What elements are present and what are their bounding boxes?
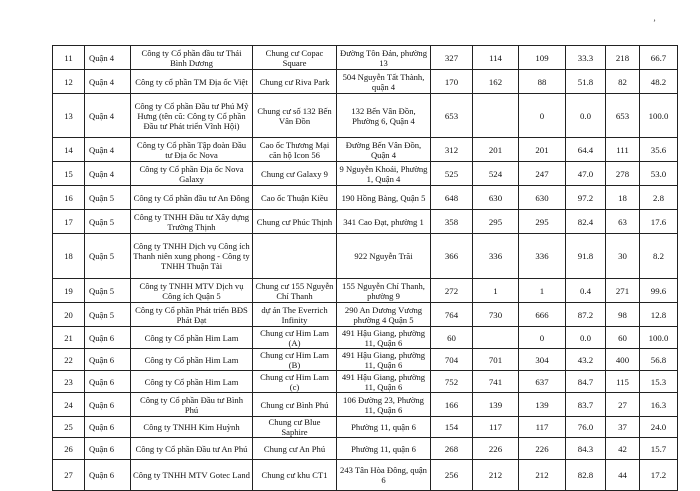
percent-col4-cell: 97.2 bbox=[566, 186, 606, 210]
district-cell: Quận 5 bbox=[85, 210, 131, 234]
project-cell bbox=[253, 234, 337, 279]
row-number: 19 bbox=[53, 279, 85, 303]
percent-col4-cell: 82.4 bbox=[566, 210, 606, 234]
table-row bbox=[53, 417, 678, 438]
percent-col6-cell: 56.8 bbox=[640, 349, 678, 371]
investor-cell: Công ty TNHH Đầu tư Xây dựng Trường Thịnh bbox=[131, 210, 253, 234]
units-col3-cell: 0 bbox=[519, 94, 566, 138]
district-cell: Quận 6 bbox=[85, 438, 131, 460]
percent-col6-cell: 15.7 bbox=[640, 438, 678, 460]
units-col5-cell: 82 bbox=[606, 70, 640, 94]
district-cell: Quận 4 bbox=[85, 138, 131, 162]
address-cell: 922 Nguyễn Trãi bbox=[337, 234, 431, 279]
row-number: 12 bbox=[53, 70, 85, 94]
address-cell: Phường 11, quận 6 bbox=[337, 438, 431, 460]
units-col5-cell: 18 bbox=[606, 186, 640, 210]
units-col5-cell: 271 bbox=[606, 279, 640, 303]
project-cell: Chung cư Him Lam (B) bbox=[253, 349, 337, 371]
total-units-cell: 312 bbox=[431, 138, 473, 162]
units-col2-cell: 201 bbox=[473, 138, 519, 162]
percent-col4-cell: 87.2 bbox=[566, 303, 606, 327]
units-col2-cell: 162 bbox=[473, 70, 519, 94]
table-row bbox=[53, 393, 678, 417]
units-col5-cell: 278 bbox=[606, 162, 640, 186]
table-row bbox=[53, 210, 678, 234]
percent-col6-cell: 16.3 bbox=[640, 393, 678, 417]
units-col3-cell: 637 bbox=[519, 371, 566, 393]
table-row bbox=[53, 371, 678, 393]
address-cell: 190 Hồng Bàng, Quận 5 bbox=[337, 186, 431, 210]
investor-cell: Công ty TNHH Kim Huỳnh bbox=[131, 417, 253, 438]
total-units-cell: 525 bbox=[431, 162, 473, 186]
units-col5-cell: 218 bbox=[606, 46, 640, 70]
units-col2-cell: 701 bbox=[473, 349, 519, 371]
row-number: 14 bbox=[53, 138, 85, 162]
row-number: 21 bbox=[53, 327, 85, 349]
table-row bbox=[53, 349, 678, 371]
address-cell: 341 Cao Đạt, phường 1 bbox=[337, 210, 431, 234]
investor-cell: Công ty Cổ phần Tập đoàn Đầu tư Địa ốc Nova bbox=[131, 138, 253, 162]
total-units-cell: 166 bbox=[431, 393, 473, 417]
units-col3-cell: 336 bbox=[519, 234, 566, 279]
percent-col4-cell: 82.8 bbox=[566, 460, 606, 491]
units-col5-cell: 653 bbox=[606, 94, 640, 138]
table-row bbox=[53, 162, 678, 186]
units-col2-cell: 117 bbox=[473, 417, 519, 438]
row-number: 11 bbox=[53, 46, 85, 70]
percent-col6-cell: 35.6 bbox=[640, 138, 678, 162]
percent-col4-cell: 47.0 bbox=[566, 162, 606, 186]
percent-col4-cell: 84.3 bbox=[566, 438, 606, 460]
address-cell: Phường 11, quận 6 bbox=[337, 417, 431, 438]
table-row bbox=[53, 234, 678, 279]
percent-col6-cell: 15.3 bbox=[640, 371, 678, 393]
district-cell: Quận 6 bbox=[85, 460, 131, 491]
table-row bbox=[53, 460, 678, 491]
units-col5-cell: 115 bbox=[606, 371, 640, 393]
investor-cell: Công ty cổ phần TM Địa ốc Việt bbox=[131, 70, 253, 94]
investor-cell: Công ty TNHH MTV Dịch vụ Công ích Quận 5 bbox=[131, 279, 253, 303]
percent-col4-cell: 91.8 bbox=[566, 234, 606, 279]
investor-cell: Công ty Cổ phần Đầu tư An Phú bbox=[131, 438, 253, 460]
total-units-cell: 653 bbox=[431, 94, 473, 138]
project-cell: Cao ốc Thương Mại căn hộ Icon 56 bbox=[253, 138, 337, 162]
units-col5-cell: 111 bbox=[606, 138, 640, 162]
district-cell: Quận 4 bbox=[85, 70, 131, 94]
address-cell: Đường Bến Vân Đồn, Quận 4 bbox=[337, 138, 431, 162]
district-cell: Quận 4 bbox=[85, 162, 131, 186]
project-cell: Chung cư Him Lam (A) bbox=[253, 327, 337, 349]
units-col2-cell: 295 bbox=[473, 210, 519, 234]
project-cell: Chung cư số 132 Bến Vân Đồn bbox=[253, 94, 337, 138]
row-number: 18 bbox=[53, 234, 85, 279]
district-cell: Quận 6 bbox=[85, 327, 131, 349]
investor-cell: Công ty Cổ phần Him Lam bbox=[131, 371, 253, 393]
percent-col6-cell: 53.0 bbox=[640, 162, 678, 186]
district-cell: Quận 5 bbox=[85, 234, 131, 279]
units-col3-cell: 109 bbox=[519, 46, 566, 70]
percent-col6-cell: 99.6 bbox=[640, 279, 678, 303]
units-col2-cell bbox=[473, 94, 519, 138]
total-units-cell: 272 bbox=[431, 279, 473, 303]
row-number: 24 bbox=[53, 393, 85, 417]
units-col3-cell: 630 bbox=[519, 186, 566, 210]
units-col3-cell: 139 bbox=[519, 393, 566, 417]
percent-col6-cell: 66.7 bbox=[640, 46, 678, 70]
address-cell: 491 Hậu Giang, phường 11, Quận 6 bbox=[337, 371, 431, 393]
units-col2-cell: 630 bbox=[473, 186, 519, 210]
project-cell: Chung cư 155 Nguyễn Chí Thanh bbox=[253, 279, 337, 303]
units-col5-cell: 42 bbox=[606, 438, 640, 460]
table-row bbox=[53, 138, 678, 162]
units-col2-cell: 730 bbox=[473, 303, 519, 327]
percent-col4-cell: 33.3 bbox=[566, 46, 606, 70]
units-col2-cell: 226 bbox=[473, 438, 519, 460]
project-cell: Chung cư Blue Saphire bbox=[253, 417, 337, 438]
units-col3-cell: 117 bbox=[519, 417, 566, 438]
units-col5-cell: 44 bbox=[606, 460, 640, 491]
units-col2-cell: 741 bbox=[473, 371, 519, 393]
units-col3-cell: 201 bbox=[519, 138, 566, 162]
units-col2-cell: 139 bbox=[473, 393, 519, 417]
units-col2-cell: 336 bbox=[473, 234, 519, 279]
percent-col4-cell: 84.7 bbox=[566, 371, 606, 393]
address-cell: 491 Hậu Giang, phường 11, Quận 6 bbox=[337, 327, 431, 349]
units-col2-cell bbox=[473, 327, 519, 349]
project-cell: Chung cư Bình Phú bbox=[253, 393, 337, 417]
project-cell: Chung cư Copac Square bbox=[253, 46, 337, 70]
investor-cell: Công ty TNHH MTV Gotec Land bbox=[131, 460, 253, 491]
total-units-cell: 327 bbox=[431, 46, 473, 70]
total-units-cell: 366 bbox=[431, 234, 473, 279]
table-row bbox=[53, 327, 678, 349]
percent-col6-cell: 12.8 bbox=[640, 303, 678, 327]
percent-col6-cell: 17.2 bbox=[640, 460, 678, 491]
address-cell: 243 Tân Hòa Đông, quận 6 bbox=[337, 460, 431, 491]
row-number: 15 bbox=[53, 162, 85, 186]
total-units-cell: 170 bbox=[431, 70, 473, 94]
table-row bbox=[53, 94, 678, 138]
row-number: 26 bbox=[53, 438, 85, 460]
total-units-cell: 752 bbox=[431, 371, 473, 393]
district-cell: Quận 5 bbox=[85, 279, 131, 303]
percent-col4-cell: 0.0 bbox=[566, 327, 606, 349]
table-row bbox=[53, 279, 678, 303]
table-row bbox=[53, 186, 678, 210]
address-cell: 290 An Dương Vương phường 4 Quận 5 bbox=[337, 303, 431, 327]
table-row bbox=[53, 46, 678, 70]
total-units-cell: 648 bbox=[431, 186, 473, 210]
total-units-cell: 154 bbox=[431, 417, 473, 438]
address-cell: 132 Bến Vân Đồn, Phường 6, Quận 4 bbox=[337, 94, 431, 138]
row-number: 22 bbox=[53, 349, 85, 371]
project-cell: Chung cư khu CT1 bbox=[253, 460, 337, 491]
row-number: 25 bbox=[53, 417, 85, 438]
percent-col6-cell: 100.0 bbox=[640, 327, 678, 349]
units-col2-cell: 114 bbox=[473, 46, 519, 70]
total-units-cell: 268 bbox=[431, 438, 473, 460]
corner-mark: ’ bbox=[653, 18, 656, 28]
investor-cell: Công ty Cổ phần Him Lam bbox=[131, 349, 253, 371]
units-col5-cell: 60 bbox=[606, 327, 640, 349]
percent-col4-cell: 43.2 bbox=[566, 349, 606, 371]
total-units-cell: 764 bbox=[431, 303, 473, 327]
units-col3-cell: 1 bbox=[519, 279, 566, 303]
total-units-cell: 358 bbox=[431, 210, 473, 234]
district-cell: Quận 5 bbox=[85, 303, 131, 327]
district-cell: Quận 5 bbox=[85, 186, 131, 210]
row-number: 17 bbox=[53, 210, 85, 234]
percent-col4-cell: 83.7 bbox=[566, 393, 606, 417]
percent-col4-cell: 76.0 bbox=[566, 417, 606, 438]
district-cell: Quận 4 bbox=[85, 46, 131, 70]
percent-col4-cell: 0.0 bbox=[566, 94, 606, 138]
units-col5-cell: 400 bbox=[606, 349, 640, 371]
row-number: 23 bbox=[53, 371, 85, 393]
units-col5-cell: 98 bbox=[606, 303, 640, 327]
address-cell: Đường Tôn Đản, phường 13 bbox=[337, 46, 431, 70]
units-col2-cell: 1 bbox=[473, 279, 519, 303]
total-units-cell: 704 bbox=[431, 349, 473, 371]
units-col5-cell: 63 bbox=[606, 210, 640, 234]
project-cell: Cao ốc Thuận Kiều bbox=[253, 186, 337, 210]
units-col5-cell: 30 bbox=[606, 234, 640, 279]
address-cell: 106 Đường 23, Phường 11, Quận 6 bbox=[337, 393, 431, 417]
district-cell: Quận 6 bbox=[85, 349, 131, 371]
district-cell: Quận 6 bbox=[85, 393, 131, 417]
investor-cell: Công ty Cổ phần Phát triển BĐS Phát Đạt bbox=[131, 303, 253, 327]
address-cell: 9 Nguyễn Khoái, Phường 1, Quận 4 bbox=[337, 162, 431, 186]
address-cell: 155 Nguyễn Chí Thanh, phường 9 bbox=[337, 279, 431, 303]
units-col3-cell: 295 bbox=[519, 210, 566, 234]
apartment-table bbox=[52, 45, 678, 491]
district-cell: Quận 6 bbox=[85, 417, 131, 438]
units-col3-cell: 666 bbox=[519, 303, 566, 327]
table-row bbox=[53, 438, 678, 460]
percent-col6-cell: 100.0 bbox=[640, 94, 678, 138]
units-col3-cell: 247 bbox=[519, 162, 566, 186]
table-row bbox=[53, 303, 678, 327]
investor-cell: Công ty Cổ phần đầu tư An Đông bbox=[131, 186, 253, 210]
units-col5-cell: 27 bbox=[606, 393, 640, 417]
units-col3-cell: 304 bbox=[519, 349, 566, 371]
units-col3-cell: 212 bbox=[519, 460, 566, 491]
percent-col6-cell: 24.0 bbox=[640, 417, 678, 438]
investor-cell: Công ty Cổ phần Đầu tư Bình Phú bbox=[131, 393, 253, 417]
percent-col6-cell: 2.8 bbox=[640, 186, 678, 210]
percent-col4-cell: 64.4 bbox=[566, 138, 606, 162]
row-number: 16 bbox=[53, 186, 85, 210]
investor-cell: Công ty Cổ phần Đầu tư Phú Mỹ Hưng (tên cũ: Công ty Cổ phần Đầu tư Phát triển Vĩnh Hội) bbox=[131, 94, 253, 138]
project-cell: Chung cư Galaxy 9 bbox=[253, 162, 337, 186]
units-col3-cell: 226 bbox=[519, 438, 566, 460]
investor-cell: Công ty TNHH Dịch vụ Công ích Thanh niên xung phong - Công ty TNHH Thuận Tài bbox=[131, 234, 253, 279]
percent-col6-cell: 17.6 bbox=[640, 210, 678, 234]
units-col2-cell: 212 bbox=[473, 460, 519, 491]
units-col2-cell: 524 bbox=[473, 162, 519, 186]
address-cell: 491 Hậu Giang, phường 11, Quận 6 bbox=[337, 349, 431, 371]
district-cell: Quận 6 bbox=[85, 371, 131, 393]
project-cell: Chung cư Phúc Thịnh bbox=[253, 210, 337, 234]
table-row bbox=[53, 70, 678, 94]
project-cell: Chung cư An Phú bbox=[253, 438, 337, 460]
total-units-cell: 256 bbox=[431, 460, 473, 491]
row-number: 20 bbox=[53, 303, 85, 327]
investor-cell: Công ty Cổ phần Địa ốc Nova Galaxy bbox=[131, 162, 253, 186]
units-col5-cell: 37 bbox=[606, 417, 640, 438]
percent-col6-cell: 48.2 bbox=[640, 70, 678, 94]
investor-cell: Công ty Cổ phần Him Lam bbox=[131, 327, 253, 349]
district-cell: Quận 4 bbox=[85, 94, 131, 138]
units-col3-cell: 0 bbox=[519, 327, 566, 349]
project-cell: Chung cư Him Lam (c) bbox=[253, 371, 337, 393]
percent-col4-cell: 51.8 bbox=[566, 70, 606, 94]
row-number: 27 bbox=[53, 460, 85, 491]
percent-col4-cell: 0.4 bbox=[566, 279, 606, 303]
row-number: 13 bbox=[53, 94, 85, 138]
address-cell: 504 Nguyễn Tất Thành, quận 4 bbox=[337, 70, 431, 94]
units-col3-cell: 88 bbox=[519, 70, 566, 94]
percent-col6-cell: 8.2 bbox=[640, 234, 678, 279]
total-units-cell: 60 bbox=[431, 327, 473, 349]
investor-cell: Công ty Cổ phần đầu tư Thái Bình Dương bbox=[131, 46, 253, 70]
project-cell: Chung cư Riva Park bbox=[253, 70, 337, 94]
project-cell: dự án The Everrich Infinity bbox=[253, 303, 337, 327]
